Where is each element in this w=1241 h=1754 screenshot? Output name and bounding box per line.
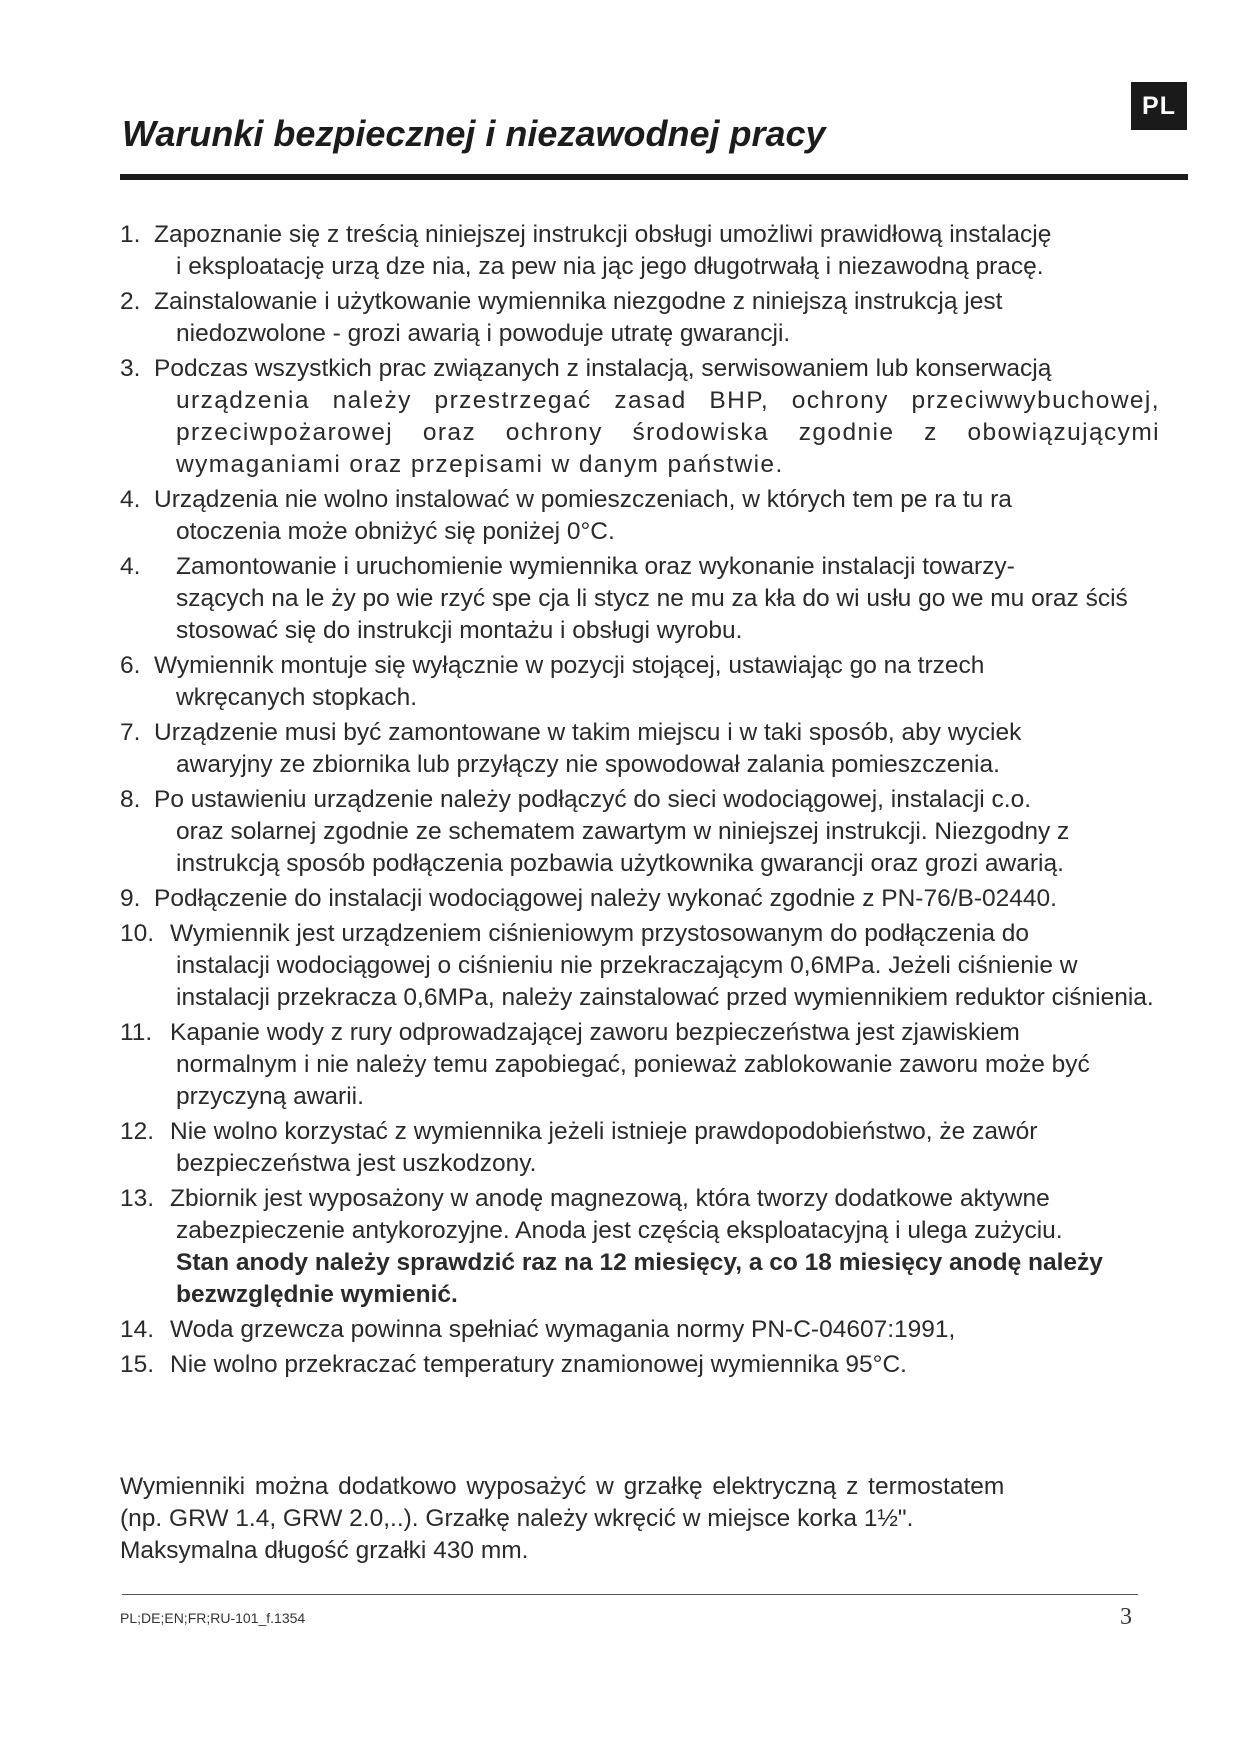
note-line: (np. GRW 1.4, GRW 2.0,..). Grzałkę należy wkręcić w miejsce korka 1½".	[120, 1505, 914, 1532]
rule-text: Nie wolno przekraczać temperatury znamionowej wymiennika 95°C.	[170, 1351, 907, 1378]
title-divider	[120, 174, 1188, 180]
rule-number: 15.	[120, 1351, 155, 1378]
rule-item	[120, 1314, 1160, 1346]
rule-number: 6.	[120, 652, 141, 679]
rule-text: Urządzenia nie wolno instalować w pomieszczeniach, w których tem pe ra tu ra	[154, 486, 1012, 513]
rule-item	[120, 286, 1160, 350]
rule-item	[120, 353, 1160, 481]
rule-number: 9.	[120, 885, 141, 912]
rule-item	[120, 1349, 1160, 1381]
rule-text: Zainstalowanie i użytkowanie wymiennika niezgodne z niniejszą instrukcją jest	[154, 288, 1003, 315]
rule-item	[120, 1017, 1160, 1113]
rule-text: Woda grzewcza powinna spełniać wymagania normy PN-C-04607:1991,	[170, 1316, 956, 1343]
rule-number: 11.	[120, 1019, 153, 1046]
rule-text: Podczas wszystkich prac związanych z instalacją, serwisowaniem lub konserwacją	[154, 355, 1052, 382]
rule-item	[120, 883, 1160, 915]
document-code: PL;DE;EN;FR;RU-101_f.1354	[120, 1610, 306, 1626]
rule-number: 7.	[120, 719, 141, 746]
rule-item	[120, 484, 1160, 548]
language-badge: PL	[1131, 82, 1187, 130]
rule-number: 13.	[120, 1185, 155, 1212]
rule-item	[120, 650, 1160, 714]
rule-number: 4.	[120, 553, 141, 580]
rule-text: awaryjny ze zbiornika lub przyłączy nie spowodował zalania pomieszczenia.	[176, 751, 1000, 778]
rule-text: Urządzenie musi być zamontowane w takim miejscu i w taki sposób, aby wyciek	[154, 719, 1022, 746]
rule-number: 10.	[120, 920, 155, 947]
rule-text-bold: Stan anody należy sprawdzić raz na 12 miesięcy, a co 18 miesięcy anodę należy bezwzględnie wymienić.	[176, 1249, 1103, 1308]
rule-number: 12.	[120, 1118, 155, 1145]
rule-item	[120, 551, 1160, 647]
rule-text: i eksploatację urzą dze nia, za pew nia jąc jego długotrwałą i niezawodną pracę.	[176, 253, 1044, 280]
rule-number: 2.	[120, 288, 141, 315]
note-line: Maksymalna długość grzałki 430 mm.	[120, 1537, 529, 1564]
rule-item	[120, 717, 1160, 781]
rule-text: instalacji wodociągowej o ciśnieniu nie przekraczającym 0,6MPa. Jeżeli ciśnienie w instalacji przekracza 0,6MPa, należy zainstalować przed wymiennikiem reduktor ciśnienia.	[176, 952, 1154, 1011]
rule-item	[120, 784, 1160, 880]
rule-text: niedozwolone - grozi awarią i powoduje utratę gwarancji.	[176, 320, 791, 347]
rule-text: Zamontowanie i uruchomienie wymiennika oraz wykonanie instalacji towarzy-	[176, 553, 1015, 580]
rule-item	[120, 918, 1160, 1014]
rule-text: oraz solarnej zgodnie ze schematem zawartym w niniejszej instrukcji. Niezgodny z instrukcją sposób podłączenia pozbawia użytkownika gwarancji oraz grozi awarią.	[176, 818, 1070, 877]
footer-divider	[122, 1594, 1138, 1595]
rule-number: 4.	[120, 486, 141, 513]
page-number: 3	[1120, 1604, 1132, 1630]
rule-text: Kapanie wody z rury odprowadzającej zaworu bezpieczeństwa jest zjawiskiem	[170, 1019, 1020, 1046]
rule-number: 3.	[120, 355, 141, 382]
page-title: Warunki bezpiecznej i niezawodnej pracy	[122, 113, 826, 154]
rule-text: urządzenia należy przestrzegać zasad BHP, ochrony przeciwwybuchowej, przeciwpożarowej oraz ochrony środowiska zgodnie z obowiązującymi wymaganiami oraz przepisami w danym państwie.	[176, 387, 1160, 478]
rule-number: 8.	[120, 786, 141, 813]
rule-text: zabezpieczenie antykorozyjne. Anoda jest częścią eksploatacyjną i ulega zużyciu.	[176, 1217, 1063, 1244]
rule-item	[120, 219, 1160, 283]
rule-text: bezpieczeństwa jest uszkodzony.	[176, 1150, 537, 1177]
rule-text: szących na le ży po wie rzyć spe cja li stycz ne mu za kła do wi usłu go we mu oraz ściś stosować się do instrukcji montażu i obsługi wyrobu.	[176, 585, 1128, 644]
rule-number: 1.	[120, 221, 141, 248]
rule-text: Zapoznanie się z treścią niniejszej instrukcji obsługi umożliwi prawidłową instalację	[154, 221, 1052, 248]
rule-text: Po ustawieniu urządzenie należy podłączyć do sieci wodociągowej, instalacji c.o.	[154, 786, 1032, 813]
note-line: Wymienniki można dodatkowo wyposażyć w grzałkę elektryczną z termostatem	[120, 1473, 1005, 1500]
safety-rules-list	[120, 219, 1160, 1384]
rule-text: Wymiennik montuje się wyłącznie w pozycji stojącej, ustawiając go na trzech	[154, 652, 985, 679]
rule-text: otoczenia może obniżyć się poniżej 0°C.	[176, 518, 615, 545]
rule-text: Podłączenie do instalacji wodociągowej należy wykonać zgodnie z PN-76/B-02440.	[154, 885, 1057, 912]
rule-number: 14.	[120, 1316, 155, 1343]
heater-note	[120, 1471, 1160, 1567]
rule-text: wkręcanych stopkach.	[176, 684, 418, 711]
rule-item	[120, 1116, 1160, 1180]
rule-text: Nie wolno korzystać z wymiennika jeżeli istnieje prawdopodobieństwo, że zawór	[170, 1118, 1038, 1145]
rule-text: Zbiornik jest wyposażony w anodę magnezową, która tworzy dodatkowe aktywne	[170, 1185, 1050, 1212]
rule-text: normalnym i nie należy temu zapobiegać, ponieważ zablokowanie zaworu może być przyczyną awarii.	[176, 1051, 1090, 1110]
rule-text: Wymiennik jest urządzeniem ciśnieniowym przystosowanym do podłączenia do	[170, 920, 1030, 947]
rule-item	[120, 1183, 1160, 1311]
